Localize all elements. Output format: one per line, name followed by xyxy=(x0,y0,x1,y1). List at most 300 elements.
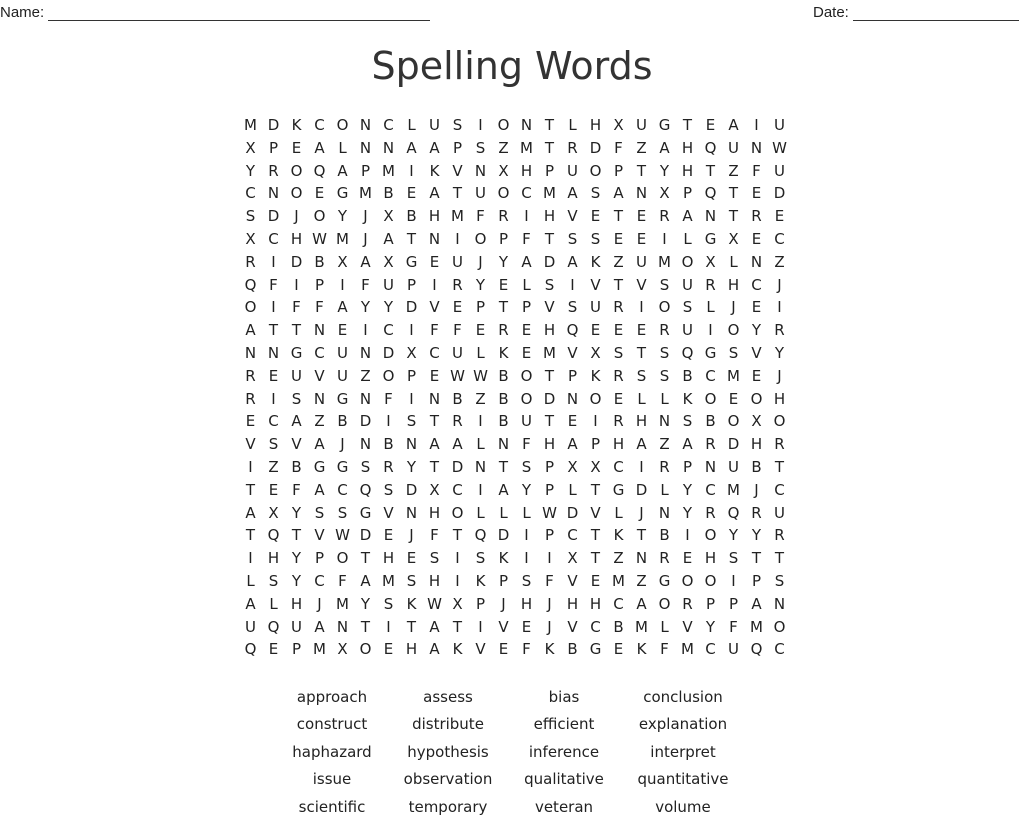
grid-letter: L xyxy=(706,298,715,317)
grid-letter: C xyxy=(751,275,762,294)
grid-letter: S xyxy=(383,594,394,613)
grid-letter: D xyxy=(382,343,395,362)
grid-letter: R xyxy=(751,503,762,522)
grid-letter: B xyxy=(751,457,762,476)
grid-letter: P xyxy=(682,184,693,203)
name-field[interactable] xyxy=(0,4,430,21)
grid-letter: J xyxy=(547,594,552,613)
grid-letter: E xyxy=(728,389,739,408)
grid-letter: A xyxy=(452,435,463,454)
name-label: Name: xyxy=(0,4,45,21)
grid-letter: D xyxy=(405,298,418,317)
grid-letter: C xyxy=(383,116,394,134)
grid-letter: C xyxy=(429,343,440,362)
grid-letter: P xyxy=(544,526,555,545)
grid-letter: H xyxy=(543,435,556,454)
grid-letter: E xyxy=(498,640,509,659)
word-list-item: scientific xyxy=(298,797,366,816)
grid-letter: L xyxy=(476,503,485,522)
grid-letter: V xyxy=(567,617,578,636)
grid-letter: Y xyxy=(475,275,486,294)
grid-letter: U xyxy=(245,617,256,636)
word-list-item: hypothesis xyxy=(407,742,489,761)
grid-letter: A xyxy=(406,138,417,157)
grid-letter: H xyxy=(290,229,303,248)
grid-letter: Q xyxy=(244,640,257,659)
grid-letter: H xyxy=(428,571,441,590)
grid-letter: E xyxy=(429,252,440,271)
grid-letter: X xyxy=(337,252,348,271)
name-line[interactable] xyxy=(48,6,430,21)
grid-letter: Z xyxy=(659,435,670,454)
grid-letter: F xyxy=(614,138,623,157)
grid-letter: L xyxy=(568,116,577,134)
grid-letter: A xyxy=(429,640,440,659)
date-field[interactable] xyxy=(813,4,1019,21)
date-line[interactable] xyxy=(853,6,1019,21)
grid-letter: Y xyxy=(659,161,670,180)
grid-letter: E xyxy=(751,229,762,248)
grid-letter: F xyxy=(522,229,531,248)
grid-letter: B xyxy=(705,412,716,431)
grid-letter: R xyxy=(245,366,256,385)
grid-letter: N xyxy=(658,412,671,431)
grid-letter: F xyxy=(545,571,554,590)
grid-letter: L xyxy=(269,594,278,613)
grid-letter: U xyxy=(452,343,463,362)
grid-letter: E xyxy=(521,321,532,340)
grid-letter: I xyxy=(409,161,414,180)
grid-letter: J xyxy=(409,526,414,545)
grid-letter: I xyxy=(777,298,782,317)
grid-letter: D xyxy=(267,207,280,226)
grid-letter: B xyxy=(659,526,670,545)
grid-letter: I xyxy=(455,571,460,590)
grid-letter: O xyxy=(382,366,395,385)
grid-letter: L xyxy=(476,435,485,454)
grid-letter: V xyxy=(452,161,463,180)
grid-letter: I xyxy=(271,252,276,271)
grid-letter: B xyxy=(314,252,325,271)
grid-letter: C xyxy=(337,480,348,499)
grid-letter: J xyxy=(363,229,368,248)
grid-letter: O xyxy=(750,389,763,408)
grid-letter: H xyxy=(428,207,441,226)
grid-letter: F xyxy=(338,571,347,590)
grid-letter: X xyxy=(268,503,279,522)
grid-letter: T xyxy=(682,116,693,134)
grid-letter: E xyxy=(452,298,463,317)
grid-letter: G xyxy=(704,229,717,248)
grid-letter: L xyxy=(660,389,669,408)
grid-letter: J xyxy=(547,617,552,636)
grid-letter: G xyxy=(336,389,349,408)
grid-letter: I xyxy=(708,321,713,340)
grid-letter: Y xyxy=(291,571,302,590)
grid-letter: H xyxy=(267,549,280,568)
word-list-item: approach xyxy=(296,688,368,706)
grid-letter: W xyxy=(312,229,327,248)
word-list-item: haphazard xyxy=(292,742,372,761)
grid-letter: D xyxy=(451,457,464,476)
word-list-item: interpret xyxy=(650,742,716,761)
grid-letter: D xyxy=(566,503,579,522)
grid-letter: V xyxy=(590,275,601,294)
grid-letter: U xyxy=(291,366,302,385)
grid-letter: C xyxy=(314,116,325,134)
grid-letter: A xyxy=(314,435,325,454)
word-list-item: observation xyxy=(403,770,493,789)
grid-letter: E xyxy=(682,549,693,568)
grid-letter: S xyxy=(245,207,256,226)
grid-letter: S xyxy=(475,549,486,568)
grid-letter: X xyxy=(728,229,739,248)
grid-letter: C xyxy=(245,184,256,203)
grid-letter: N xyxy=(497,435,510,454)
grid-letter: A xyxy=(429,617,440,636)
letter-grid xyxy=(239,114,791,661)
grid-letter: S xyxy=(475,138,486,157)
grid-letter: N xyxy=(635,549,648,568)
grid-letter: J xyxy=(731,298,736,317)
grid-letter: S xyxy=(429,549,440,568)
grid-letter: T xyxy=(613,207,624,226)
grid-letter: K xyxy=(544,640,555,659)
grid-letter: O xyxy=(359,640,372,659)
grid-letter: F xyxy=(269,275,278,294)
grid-letter: F xyxy=(660,640,669,659)
grid-letter: Q xyxy=(359,480,372,499)
grid-letter: B xyxy=(682,366,693,385)
grid-letter: H xyxy=(520,161,533,180)
grid-letter: V xyxy=(245,435,256,454)
grid-letter: C xyxy=(314,343,325,362)
grid-letter: T xyxy=(636,343,647,362)
grid-letter: S xyxy=(291,389,302,408)
grid-letter: E xyxy=(590,207,601,226)
grid-letter: P xyxy=(682,457,693,476)
grid-letter: H xyxy=(589,594,602,613)
grid-letter: L xyxy=(614,503,623,522)
grid-letter: R xyxy=(613,298,624,317)
grid-letter: H xyxy=(520,594,533,613)
grid-letter: F xyxy=(476,207,485,226)
grid-letter: A xyxy=(360,571,371,590)
grid-letter: E xyxy=(705,116,716,134)
grid-letter: Q xyxy=(474,526,487,545)
grid-letter: L xyxy=(338,138,347,157)
grid-letter: R xyxy=(659,549,670,568)
grid-letter: R xyxy=(452,275,463,294)
grid-letter: H xyxy=(382,549,395,568)
grid-letter: Y xyxy=(360,594,371,613)
grid-letter: T xyxy=(590,526,601,545)
grid-letter: X xyxy=(245,138,256,157)
grid-letter: D xyxy=(543,389,556,408)
grid-letter: O xyxy=(520,366,533,385)
grid-letter: A xyxy=(360,252,371,271)
grid-letter: F xyxy=(315,298,324,317)
grid-letter: R xyxy=(245,252,256,271)
grid-letter: O xyxy=(589,389,602,408)
grid-letter: U xyxy=(774,161,785,180)
grid-letter: T xyxy=(544,412,555,431)
grid-letter: D xyxy=(635,480,648,499)
grid-letter: K xyxy=(475,571,486,590)
grid-letter: T xyxy=(245,480,256,499)
grid-letter: H xyxy=(566,594,579,613)
grid-letter: G xyxy=(313,457,326,476)
grid-letter: U xyxy=(774,116,785,134)
grid-letter: U xyxy=(337,343,348,362)
grid-letter: Y xyxy=(728,526,739,545)
grid-letter: F xyxy=(729,617,738,636)
grid-letter: B xyxy=(613,617,624,636)
grid-letter: F xyxy=(453,321,462,340)
grid-letter: C xyxy=(567,526,578,545)
grid-letter: J xyxy=(478,252,483,271)
grid-letter: S xyxy=(659,366,670,385)
grid-letter: S xyxy=(728,343,739,362)
grid-letter: N xyxy=(428,389,441,408)
grid-letter: P xyxy=(613,161,624,180)
grid-letter: U xyxy=(337,366,348,385)
grid-letter: S xyxy=(544,275,555,294)
grid-letter: S xyxy=(567,229,578,248)
grid-letter: A xyxy=(429,435,440,454)
grid-letter: A xyxy=(521,252,532,271)
word-list-item: conclusion xyxy=(643,688,723,706)
grid-letter: N xyxy=(405,503,418,522)
grid-letter: H xyxy=(704,549,717,568)
grid-letter: C xyxy=(521,184,532,203)
grid-letter: U xyxy=(774,503,785,522)
grid-letter: K xyxy=(613,526,624,545)
grid-letter: P xyxy=(406,366,417,385)
grid-letter: Y xyxy=(406,457,417,476)
grid-letter: R xyxy=(659,457,670,476)
grid-letter: X xyxy=(429,480,440,499)
grid-letter: U xyxy=(429,116,440,134)
grid-letter: G xyxy=(359,503,372,522)
grid-letter: G xyxy=(336,184,349,203)
grid-letter: S xyxy=(659,275,670,294)
grid-letter: R xyxy=(774,435,785,454)
grid-letter: D xyxy=(727,435,740,454)
grid-letter: T xyxy=(590,480,601,499)
grid-letter: H xyxy=(681,161,694,180)
grid-letter: I xyxy=(639,457,644,476)
grid-letter: Y xyxy=(682,503,693,522)
date-label: Date: xyxy=(813,4,849,21)
grid-letter: S xyxy=(567,298,578,317)
grid-letter: I xyxy=(455,229,460,248)
grid-letter: N xyxy=(428,229,441,248)
grid-letter: R xyxy=(498,207,509,226)
grid-letter: I xyxy=(478,617,483,636)
grid-letter: P xyxy=(544,480,555,499)
grid-letter: T xyxy=(452,617,463,636)
grid-letter: X xyxy=(751,412,762,431)
grid-letter: E xyxy=(751,298,762,317)
grid-letter: N xyxy=(520,116,533,134)
grid-letter: L xyxy=(522,275,531,294)
grid-letter: T xyxy=(406,617,417,636)
grid-letter: Q xyxy=(566,321,579,340)
grid-letter: T xyxy=(751,549,762,568)
grid-letter: O xyxy=(336,116,349,134)
grid-letter: O xyxy=(336,549,349,568)
grid-letter: M xyxy=(543,184,556,203)
grid-letter: X xyxy=(383,207,394,226)
grid-letter: P xyxy=(544,161,555,180)
grid-letter: Y xyxy=(682,480,693,499)
grid-letter: D xyxy=(359,526,372,545)
grid-letter: X xyxy=(659,184,670,203)
grid-letter: C xyxy=(774,640,785,659)
grid-letter: U xyxy=(521,412,532,431)
word-list-item: explanation xyxy=(638,715,728,734)
word-list-item: assess xyxy=(423,688,473,706)
grid-letter: N xyxy=(359,389,372,408)
word-list-item: temporary xyxy=(408,797,488,816)
grid-letter: N xyxy=(474,161,487,180)
grid-letter: P xyxy=(360,161,371,180)
grid-letter: U xyxy=(728,138,739,157)
grid-letter: C xyxy=(314,571,325,590)
grid-letter: I xyxy=(524,207,529,226)
grid-letter: A xyxy=(245,321,256,340)
grid-letter: U xyxy=(567,161,578,180)
grid-letter: M xyxy=(336,229,349,248)
grid-letter: V xyxy=(383,503,394,522)
grid-letter: F xyxy=(384,389,393,408)
grid-letter: Z xyxy=(360,366,371,385)
grid-letter: N xyxy=(635,184,648,203)
word-list-item: quantitative xyxy=(637,770,729,789)
grid-letter: Q xyxy=(704,138,717,157)
grid-letter: L xyxy=(499,503,508,522)
grid-letter: F xyxy=(361,275,370,294)
grid-letter: C xyxy=(774,480,785,499)
grid-letter: L xyxy=(476,343,485,362)
grid-letter: K xyxy=(406,594,417,613)
grid-letter: P xyxy=(475,298,486,317)
grid-letter: Y xyxy=(383,298,394,317)
grid-letter: D xyxy=(267,116,280,134)
grid-letter: S xyxy=(659,343,670,362)
grid-letter: M xyxy=(612,571,625,590)
grid-letter: V xyxy=(475,640,486,659)
grid-letter: P xyxy=(314,275,325,294)
grid-letter: T xyxy=(705,161,716,180)
grid-letter: H xyxy=(635,412,648,431)
grid-letter: I xyxy=(478,480,483,499)
grid-letter: T xyxy=(429,412,440,431)
grid-letter: I xyxy=(271,389,276,408)
grid-letter: D xyxy=(773,184,786,203)
grid-letter: T xyxy=(452,184,463,203)
grid-letter: A xyxy=(567,252,578,271)
grid-letter: I xyxy=(639,298,644,317)
grid-letter: D xyxy=(405,480,418,499)
grid-letter: W xyxy=(427,594,442,613)
grid-letter: J xyxy=(777,275,782,294)
grid-letter: R xyxy=(659,207,670,226)
grid-letter: O xyxy=(589,161,602,180)
grid-letter: X xyxy=(452,594,463,613)
grid-letter: M xyxy=(543,343,556,362)
grid-letter: T xyxy=(728,207,739,226)
grid-letter: S xyxy=(268,435,279,454)
grid-letter: J xyxy=(340,435,345,454)
grid-letter: E xyxy=(590,321,601,340)
grid-letter: I xyxy=(478,412,483,431)
grid-letter: K xyxy=(291,116,302,134)
grid-letter: I xyxy=(294,275,299,294)
word-list-item: distribute xyxy=(412,715,484,734)
grid-letter: O xyxy=(773,617,786,636)
grid-letter: D xyxy=(543,252,556,271)
grid-letter: G xyxy=(405,252,418,271)
grid-letter: M xyxy=(635,617,648,636)
grid-letter: V xyxy=(682,617,693,636)
grid-letter: V xyxy=(636,275,647,294)
grid-letter: M xyxy=(750,617,763,636)
grid-letter: S xyxy=(337,503,348,522)
grid-letter: S xyxy=(728,549,739,568)
grid-letter: V xyxy=(314,526,325,545)
grid-letter: L xyxy=(522,503,531,522)
grid-letter: J xyxy=(754,480,759,499)
grid-letter: U xyxy=(682,321,693,340)
grid-letter: T xyxy=(728,184,739,203)
grid-letter: T xyxy=(406,229,417,248)
grid-letter: J xyxy=(317,594,322,613)
grid-letter: H xyxy=(612,435,625,454)
grid-letter: J xyxy=(363,207,368,226)
grid-letter: R xyxy=(751,207,762,226)
grid-letter: Q xyxy=(681,343,694,362)
grid-letter: S xyxy=(590,184,601,203)
grid-letter: S xyxy=(360,457,371,476)
grid-letter: F xyxy=(292,298,301,317)
grid-letter: S xyxy=(406,412,417,431)
grid-letter: O xyxy=(290,184,303,203)
grid-letter: N xyxy=(382,138,395,157)
grid-letter: N xyxy=(405,435,418,454)
grid-letter: D xyxy=(497,526,510,545)
grid-letter: A xyxy=(383,229,394,248)
grid-letter: K xyxy=(590,366,601,385)
grid-letter: K xyxy=(498,549,509,568)
word-list-item: qualitative xyxy=(524,770,604,789)
grid-letter: N xyxy=(267,343,280,362)
grid-letter: S xyxy=(682,412,693,431)
grid-letter: T xyxy=(544,138,555,157)
grid-letter: Y xyxy=(751,321,762,340)
grid-letter: X xyxy=(406,343,417,362)
grid-letter: N xyxy=(566,389,579,408)
grid-letter: E xyxy=(383,640,394,659)
grid-letter: R xyxy=(567,138,578,157)
grid-letter: Q xyxy=(704,184,717,203)
grid-letter: C xyxy=(613,594,624,613)
grid-letter: Z xyxy=(475,389,486,408)
grid-letter: K xyxy=(636,640,647,659)
grid-letter: E xyxy=(429,366,440,385)
grid-letter: T xyxy=(544,366,555,385)
